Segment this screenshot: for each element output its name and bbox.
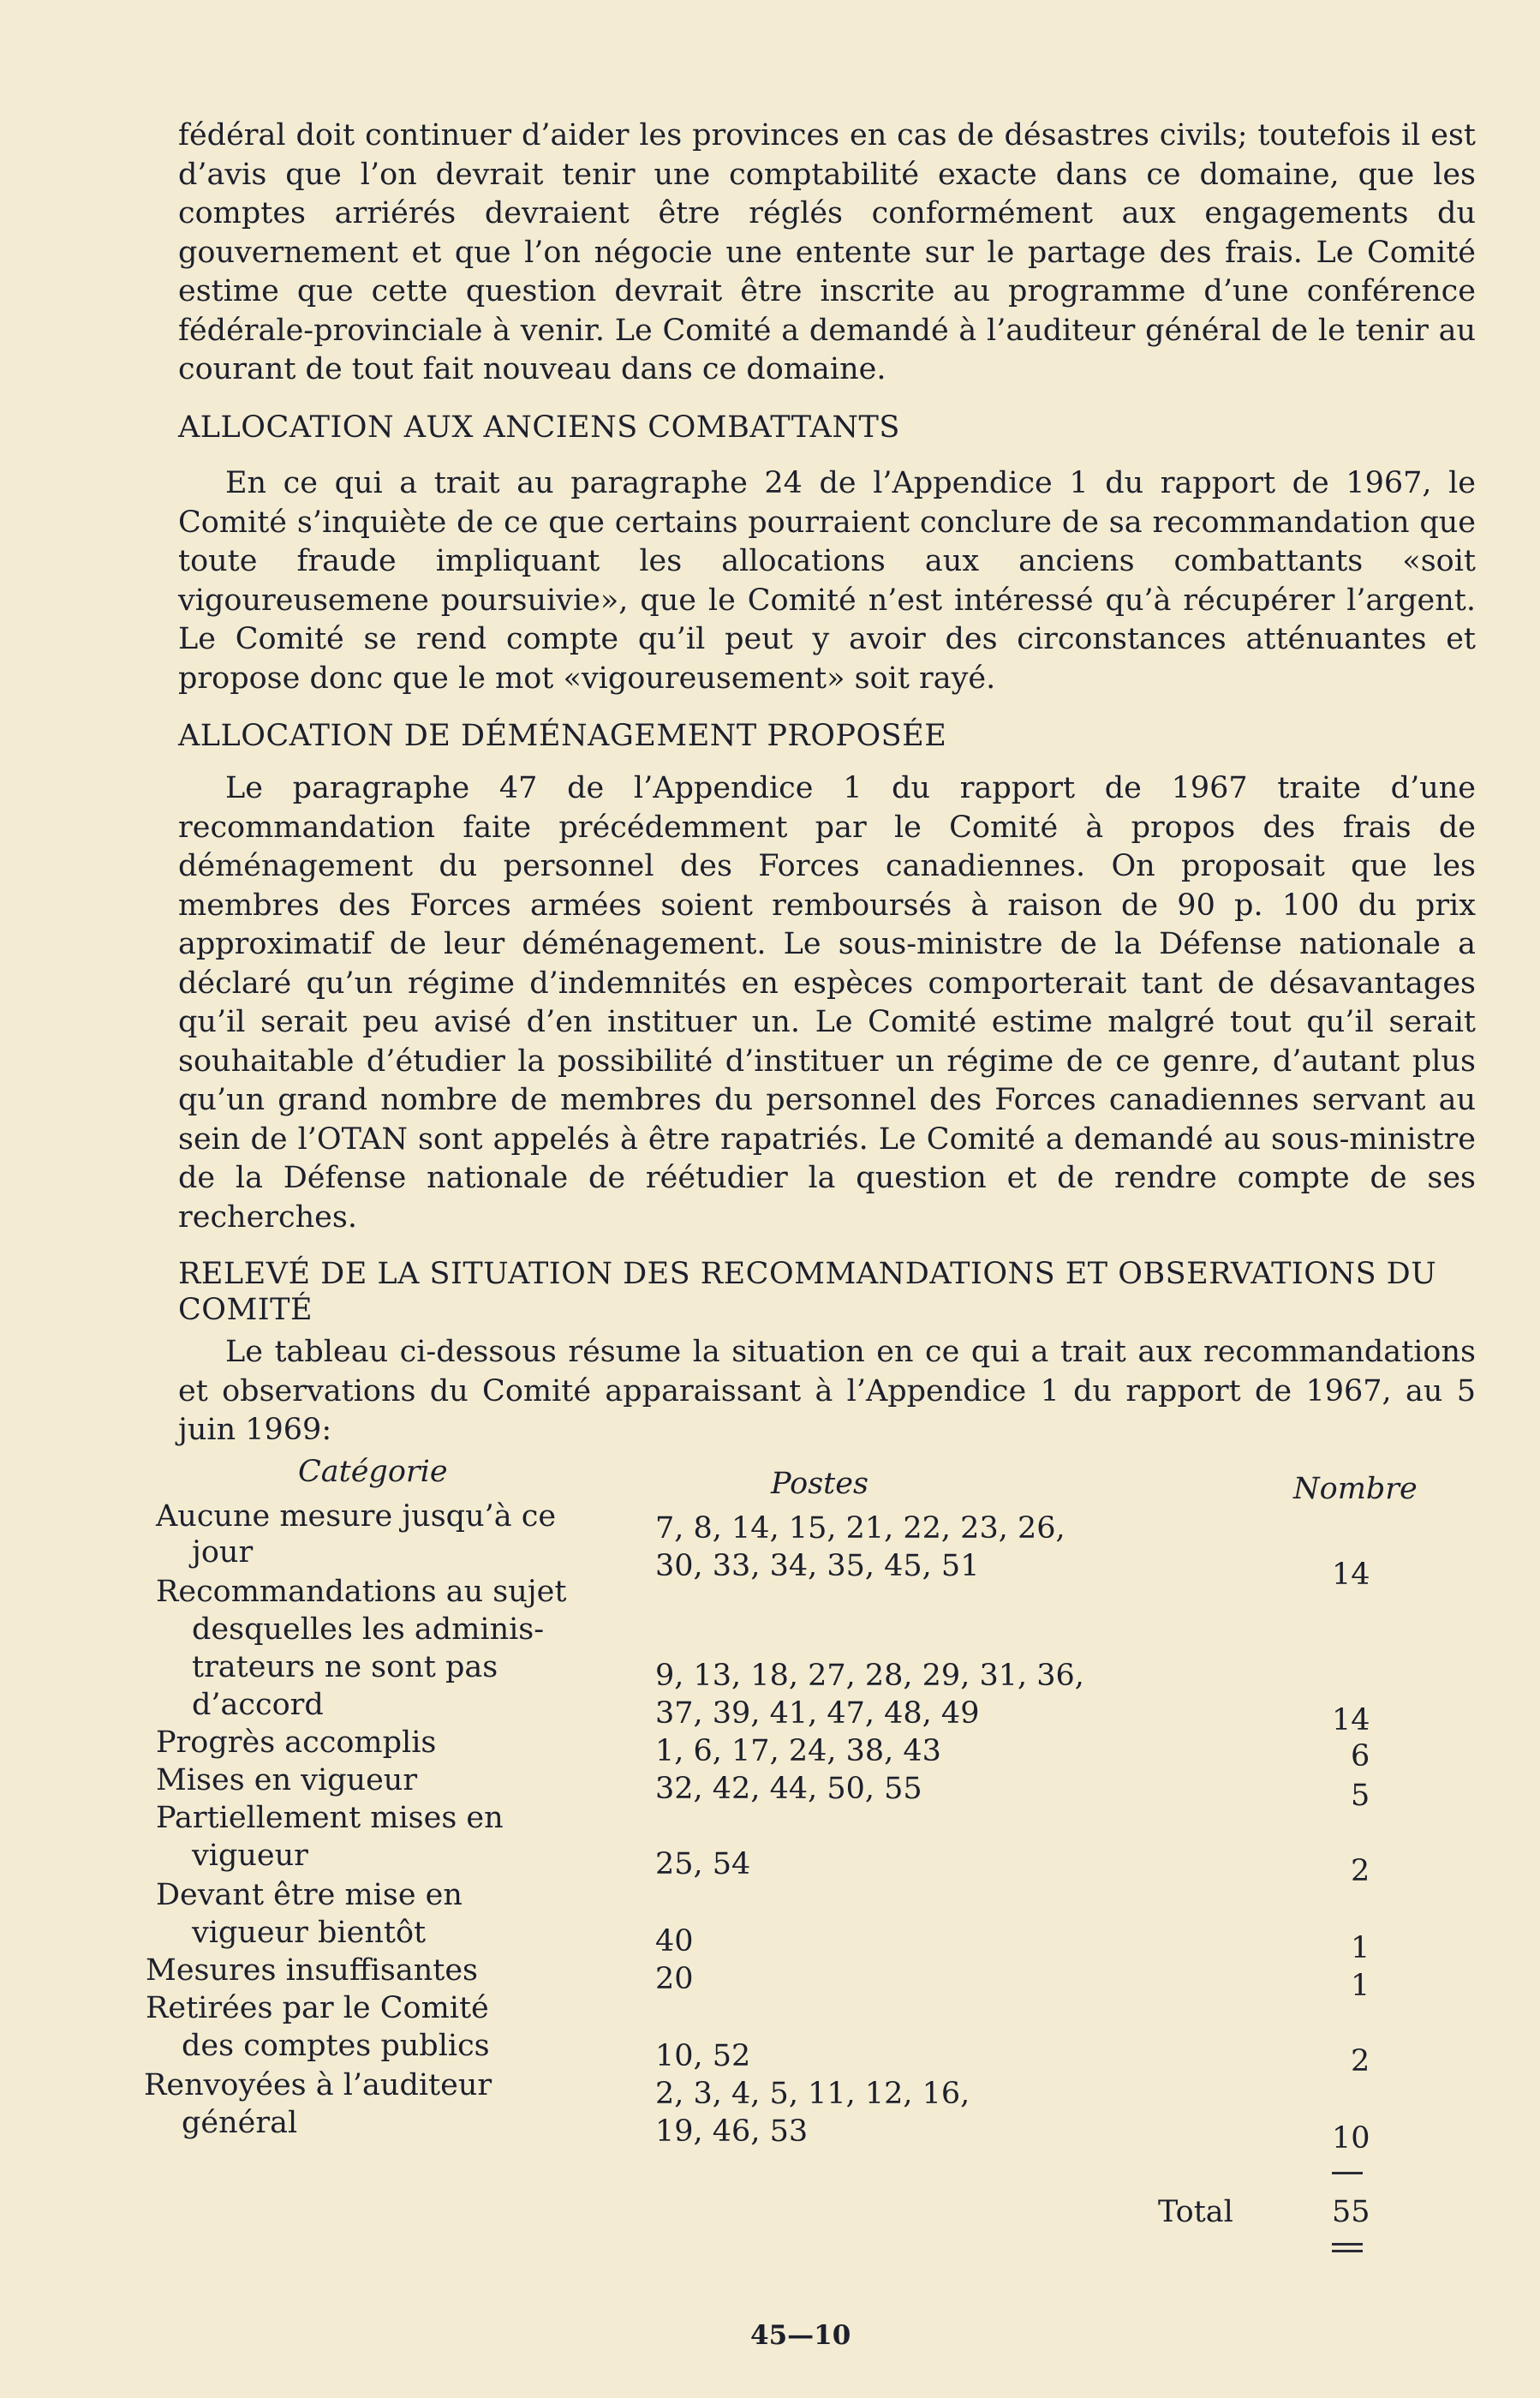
total-rule bbox=[1332, 2172, 1363, 2174]
table-category-line: Mesures insuffisantes bbox=[146, 1953, 478, 1988]
intro-paragraph-block bbox=[178, 117, 1476, 390]
table-items-line: 37, 39, 41, 47, 48, 49 bbox=[655, 1696, 980, 1731]
total-label: Total bbox=[1158, 2195, 1233, 2229]
table-count: 2 bbox=[1351, 2044, 1370, 2078]
intro-paragraph: fédéral doit continuer d’aider les provinces en cas de désastres civils; toutefois il est d’avis que l’on devrait tenir une comptabilité exacte dans ce domaine, que les comptes arriérés devraient être réglés conformément aux engagements du gouvernement et que l’on négocie une entente sur le partage des frais. Le Comité estime que cette question devrait être inscrite au programme d’une conférence fédérale-provinciale à venir. Le Comité a demandé à l’auditeur général de le tenir au courant de tout fait nouveau dans ce domaine. bbox=[178, 118, 1476, 386]
table-items-line: 30, 33, 34, 35, 45, 51 bbox=[655, 1549, 980, 1583]
table-count: 2 bbox=[1351, 1854, 1370, 1888]
table-items-line: 2, 3, 4, 5, 11, 12, 16, bbox=[655, 2077, 970, 2111]
table-category-line: vigueur bientôt bbox=[192, 1916, 427, 1950]
table-category-line: des comptes publics bbox=[182, 2029, 490, 2063]
section-body-moving: Le paragraphe 47 de l’Appendice 1 du rapport de 1967 traite d’une recommandation faite précédemment par le Comité à propos des frais de déménagement du personnel des Forces canadiennes. On proposait que les membres des Forces armées soient remboursés à raison de 90 p. 100 du prix approximatif de leur déménagement. Le sous-ministre de la Défense nationale a déclaré qu’un régime d’indemnités en espèces comporterait tant de désavantages qu’il serait peu avisé d’en instituer un. Le Comité estime malgré tout qu’il serait souhaitable d’étudier la possibilité d’instituer un régime de ce genre, d’autant plus qu’un grand nombre de membres du personnel des Forces canadiennes servant au sein de l’OTAN sont appelés à être rapatriés. Le Comité a demandé au sous-ministre de la Défense nationale de réétudier la question et de rendre compte de ses recherches. bbox=[178, 771, 1476, 1235]
table-category-line: général bbox=[182, 2106, 298, 2140]
table-category-line: Devant être mise en bbox=[156, 1878, 463, 1912]
table-category-line: Renvoyées à l’auditeur bbox=[144, 2068, 492, 2102]
total-double-rule-bottom bbox=[1332, 2250, 1363, 2252]
table-category-line: Partiellement mises en bbox=[156, 1801, 504, 1835]
section-body-veterans: En ce qui a trait au paragraphe 24 de l’Appendice 1 du rapport de 1967, le Comité s’inquiète de ce que certains pourraient conclure de sa recommandation que toute fraude impliquant les allocations aux anciens combattants «soit vigoureusemene poursuivie», que le Comité n’est intéressé qu’à récupérer l’argent. Le Comité se rend compte qu’il peut y avoir des circonstances atténuantes et propose donc que le mot «vigoureusement» soit rayé. bbox=[178, 466, 1476, 696]
section-heading-status: RELEVÉ DE LA SITUATION DES RECOMMANDATIONS ET OBSERVATIONS DU COMITÉ bbox=[178, 1257, 1437, 1327]
table-category-line: Recommandations au sujet bbox=[156, 1575, 567, 1609]
table-items-line: 7, 8, 14, 15, 21, 22, 23, 26, bbox=[655, 1511, 1065, 1546]
table-category-line: trateurs ne sont pas bbox=[192, 1650, 498, 1684]
table-header-count: Nombre bbox=[1293, 1472, 1418, 1506]
table-category-line: Retirées par le Comité bbox=[146, 1991, 489, 2025]
section-heading-moving: ALLOCATION DE DÉMÉNAGEMENT PROPOSÉE bbox=[178, 719, 947, 753]
table-items-line: 20 bbox=[655, 1962, 694, 1996]
table-count: 1 bbox=[1351, 1969, 1370, 2003]
page-number: 45—10 bbox=[750, 2320, 851, 2351]
table-items-line: 10, 52 bbox=[655, 2039, 751, 2073]
table-count: 14 bbox=[1332, 1703, 1370, 1737]
table-items-line: 1, 6, 17, 24, 38, 43 bbox=[655, 1734, 941, 1768]
table-count: 5 bbox=[1351, 1779, 1370, 1813]
table-category-line: Aucune mesure jusqu’à ce bbox=[156, 1499, 557, 1534]
table-count: 1 bbox=[1351, 1931, 1370, 1965]
section-body-status: Le tableau ci-dessous résume la situation en ce qui a trait aux recommandations et observations du Comité apparaissant à l’Appendice 1 du rapport de 1967, au 5 juin 1969: bbox=[178, 1335, 1476, 1447]
section-heading-veterans: ALLOCATION AUX ANCIENS COMBATTANTS bbox=[178, 410, 900, 445]
total-value: 55 bbox=[1332, 2195, 1370, 2229]
table-category-line: Progrès accomplis bbox=[156, 1725, 437, 1760]
section-body-moving-block bbox=[178, 769, 1476, 1237]
table-count: 6 bbox=[1351, 1739, 1370, 1773]
table-header-category: Catégorie bbox=[298, 1455, 448, 1489]
table-items-line: 19, 46, 53 bbox=[655, 2114, 809, 2149]
table-category-line: desquelles les adminis- bbox=[192, 1612, 545, 1647]
table-category-line: jour bbox=[192, 1535, 254, 1570]
table-count: 14 bbox=[1332, 1558, 1370, 1592]
table-header-items: Postes bbox=[771, 1467, 868, 1501]
section-body-status-block bbox=[178, 1333, 1476, 1450]
section-body-veterans-block bbox=[178, 464, 1476, 698]
table-items-line: 9, 13, 18, 27, 28, 29, 31, 36, bbox=[655, 1659, 1084, 1693]
total-double-rule-top bbox=[1332, 2243, 1363, 2246]
table-items-line: 40 bbox=[655, 1924, 694, 1958]
table-category-line: vigueur bbox=[192, 1839, 308, 1873]
table-category-line: Mises en vigueur bbox=[156, 1763, 418, 1797]
table-items-line: 32, 42, 44, 50, 55 bbox=[655, 1772, 922, 1806]
table-category-line: d’accord bbox=[192, 1688, 324, 1722]
table-count: 10 bbox=[1332, 2121, 1370, 2156]
table-items-line: 25, 54 bbox=[655, 1847, 751, 1881]
